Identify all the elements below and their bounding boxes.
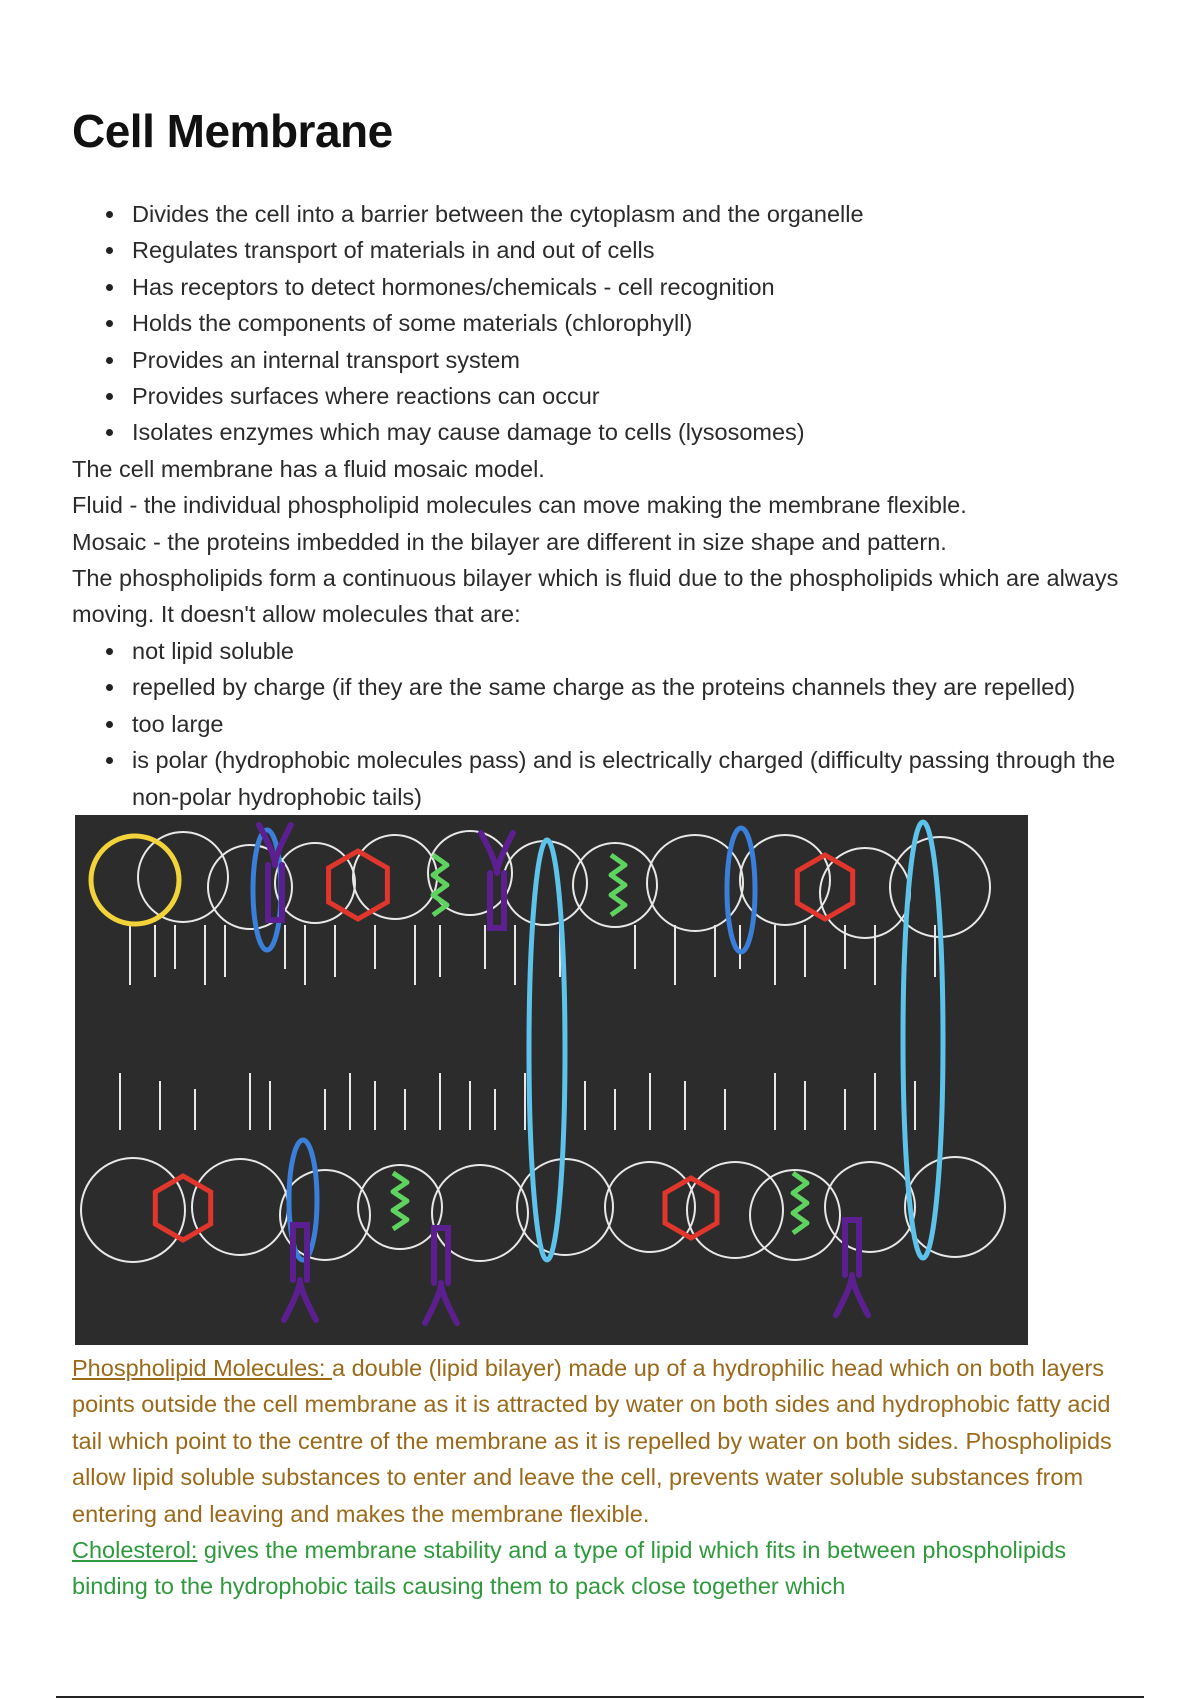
list-item: is polar (hydrophobic molecules pass) and is electrically charged (difficulty passing through the non-polar hydrophobic tails) (72, 742, 1132, 815)
list-item: Divides the cell into a barrier between the cytoplasm and the organelle (72, 196, 1132, 232)
list-item: too large (72, 706, 1132, 742)
restrictions-list (72, 633, 1132, 815)
functions-list (72, 196, 1132, 451)
phospholipid-text: a double (lipid bilayer) made up of a hydrophilic head which on both layers points outside the cell membrane as it is attracted by water on both sides and hydrophobic fatty acid tail which point to the centre of the membrane as it is repelled by water on both sides. Phospholipids allow lipid soluble substances to enter and leave the cell, prevents water soluble substances from entering and leaving and makes the membrane flexible. (72, 1355, 1112, 1527)
notes-section (72, 1350, 1132, 1605)
cholesterol-text: gives the membrane stability and a type of lipid which fits in between phospholipids binding to the hydrophobic tails causing them to pack close together which (72, 1537, 1067, 1600)
page-divider (56, 1696, 1144, 1698)
page-title: Cell Membrane (72, 105, 393, 157)
membrane-diagram (75, 815, 1028, 1345)
list-item: not lipid soluble (72, 633, 1132, 669)
list-item: repelled by charge (if they are the same charge as the proteins channels they are repelled) (72, 669, 1132, 705)
paragraph: The cell membrane has a fluid mosaic model. (72, 455, 545, 482)
functions-section (72, 196, 1132, 815)
list-item: Regulates transport of materials in and out of cells (72, 232, 1132, 268)
list-item: Provides an internal transport system (72, 342, 1132, 378)
list-item: Provides surfaces where reactions can occur (72, 378, 1132, 414)
phospholipid-note (72, 1350, 1132, 1532)
list-item: Holds the components of some materials (chlorophyll) (72, 305, 1132, 341)
cholesterol-term: Cholesterol: (72, 1537, 198, 1564)
paragraph: The phospholipids form a continuous bilayer which is fluid due to the phospholipids which are always moving. It doesn't allow molecules that are: (72, 565, 1119, 628)
phospholipid-term: Phospholipid Molecules: (72, 1355, 332, 1381)
paragraph: Fluid - the individual phospholipid molecules can move making the membrane flexible. (72, 492, 967, 519)
cholesterol-note (72, 1532, 1132, 1605)
diagram-background (75, 815, 1028, 1345)
list-item: Has receptors to detect hormones/chemicals - cell recognition (72, 269, 1132, 305)
list-item: Isolates enzymes which may cause damage to cells (lysosomes) (72, 414, 1132, 450)
paragraph: Mosaic - the proteins imbedded in the bilayer are different in size shape and pattern. (72, 528, 947, 555)
